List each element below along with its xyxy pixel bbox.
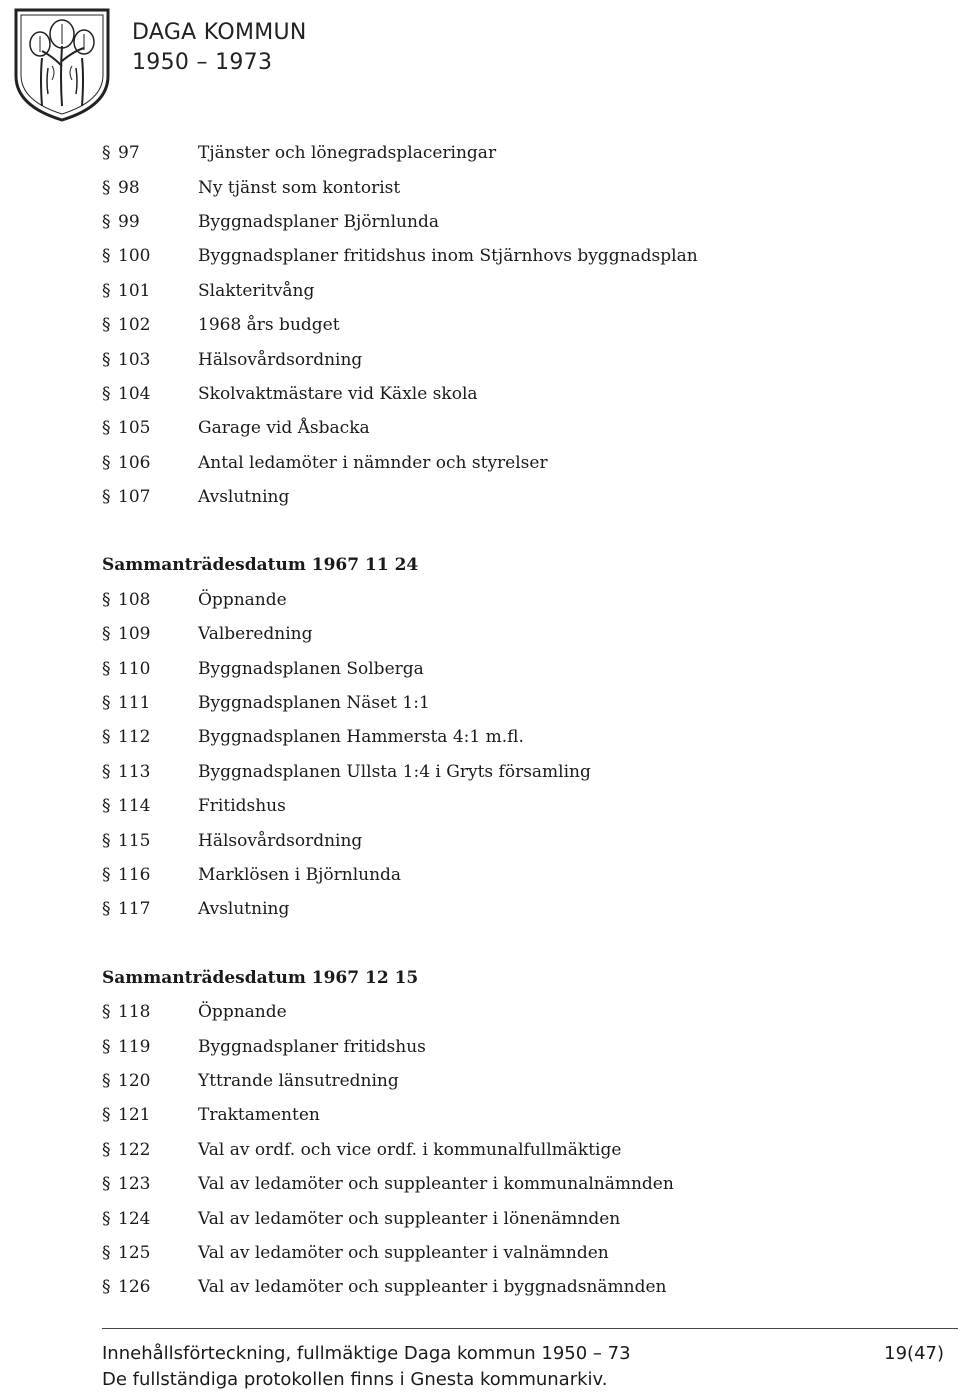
toc-entry — [102, 1270, 902, 1304]
paragraph-title: Tjänster och lönegradsplaceringar — [198, 143, 497, 164]
toc-entry — [102, 411, 902, 445]
paragraph-title: Hälsovårdsordning — [198, 349, 363, 370]
section-symbol: § — [102, 349, 111, 370]
paragraph-title: Avslutning — [198, 487, 290, 508]
paragraph-number: 112 — [118, 727, 151, 748]
paragraph-title: Öppnande — [198, 1002, 287, 1023]
paragraph-number: 115 — [118, 830, 151, 851]
toc-entry — [102, 1236, 902, 1270]
paragraph-number: 102 — [118, 315, 151, 336]
toc-entry — [102, 170, 902, 204]
section-symbol: § — [102, 727, 111, 748]
toc-entry — [102, 480, 902, 514]
section-symbol: § — [102, 624, 111, 645]
toc-entry — [102, 239, 902, 273]
paragraph-number: 118 — [118, 1002, 151, 1023]
paragraph-number: 117 — [118, 899, 151, 920]
paragraph-title: Valberedning — [198, 624, 313, 645]
toc-entry — [102, 342, 902, 376]
toc-entry — [102, 789, 902, 823]
section-symbol: § — [102, 1105, 111, 1126]
toc-entry — [102, 1133, 902, 1167]
toc-entry — [102, 1167, 902, 1201]
toc-entry — [102, 1064, 902, 1098]
section-symbol: § — [102, 280, 111, 301]
paragraph-number: 125 — [118, 1242, 151, 1263]
toc-entry — [102, 1201, 902, 1235]
toc-entry — [102, 446, 902, 480]
toc-entry — [102, 583, 902, 617]
paragraph-number: 111 — [118, 693, 151, 714]
section-symbol: § — [102, 1036, 111, 1057]
footer — [102, 1342, 944, 1366]
paragraph-title: Val av ledamöter och suppleanter i valnämnden — [198, 1242, 609, 1263]
paragraph-number: 121 — [118, 1105, 151, 1126]
section-symbol: § — [102, 211, 111, 232]
toc-entry — [102, 686, 902, 720]
paragraph-number: 107 — [118, 487, 151, 508]
paragraph-title: Antal ledamöter i nämnder och styrelser — [198, 452, 548, 473]
paragraph-number: 109 — [118, 624, 151, 645]
section-symbol: § — [102, 315, 111, 336]
paragraph-title: Byggnadsplanen Näset 1:1 — [198, 693, 430, 714]
paragraph-title: Marklösen i Björnlunda — [198, 865, 402, 885]
toc-entry — [102, 377, 902, 411]
meeting-date-heading: Sammanträdesdatum 1967 12 15 — [102, 967, 419, 988]
section-symbol: § — [102, 246, 111, 267]
section-symbol: § — [102, 1277, 111, 1298]
paragraph-title: Byggnadsplanen Solberga — [198, 658, 424, 679]
paragraph-title: Byggnadsplanen Hammersta 4:1 m.fl. — [198, 727, 524, 748]
paragraph-number: 99 — [118, 211, 140, 232]
paragraph-title: Val av ledamöter och suppleanter i byggnadsnämnden — [198, 1277, 667, 1298]
section-symbol: § — [102, 487, 111, 508]
paragraph-title: Byggnadsplaner fritidshus — [198, 1036, 426, 1057]
toc-entry — [102, 823, 902, 857]
paragraph-number: 106 — [118, 452, 151, 473]
page-number: 19(47) — [884, 1343, 944, 1364]
section-symbol: § — [102, 1174, 111, 1195]
footer-note: De fullständiga protokollen finns i Gnesta kommunarkiv. — [102, 1369, 608, 1390]
meeting-date-heading: Sammanträdesdatum 1967 11 24 — [102, 555, 419, 576]
section-symbol: § — [102, 418, 111, 439]
section-spacer — [102, 927, 902, 961]
toc-entry — [102, 858, 902, 892]
section-symbol: § — [102, 589, 111, 610]
footer-divider — [102, 1328, 958, 1329]
section-symbol: § — [102, 796, 111, 817]
section-symbol: § — [102, 452, 111, 473]
coat-of-arms-icon — [12, 6, 112, 124]
paragraph-title: Byggnadsplaner Björnlunda — [198, 211, 439, 232]
toc-entry — [102, 755, 902, 789]
toc-entry — [102, 720, 902, 754]
toc-entry — [102, 308, 902, 342]
paragraph-number: 114 — [118, 796, 151, 817]
toc-entry — [102, 136, 902, 170]
section-symbol: § — [102, 658, 111, 679]
section-symbol: § — [102, 899, 111, 920]
paragraph-number: 98 — [118, 177, 140, 198]
paragraph-title: Byggnadsplanen Ullsta 1:4 i Gryts församling — [198, 761, 591, 782]
paragraph-title: Öppnande — [198, 589, 287, 610]
section-symbol: § — [102, 761, 111, 782]
table-of-contents — [102, 136, 902, 1305]
section-symbol: § — [102, 1070, 111, 1091]
paragraph-number: 120 — [118, 1070, 151, 1091]
paragraph-number: 119 — [118, 1036, 151, 1057]
paragraph-title: Yttrande länsutredning — [198, 1070, 399, 1091]
paragraph-number: 103 — [118, 349, 151, 370]
paragraph-number: 105 — [118, 418, 151, 439]
section-symbol: § — [102, 177, 111, 198]
paragraph-title: Garage vid Åsbacka — [198, 418, 370, 439]
footer-title: Innehållsförteckning, fullmäktige Daga kommun 1950 – 73 — [102, 1343, 631, 1364]
paragraph-number: 104 — [118, 383, 151, 404]
paragraph-title: Ny tjänst som kontorist — [198, 177, 401, 198]
toc-entry — [102, 617, 902, 651]
municipality-title: DAGA KOMMUN — [132, 20, 307, 45]
paragraph-number: 100 — [118, 246, 151, 267]
period-years: 1950 – 1973 — [132, 50, 273, 75]
paragraph-title: Avslutning — [198, 899, 290, 920]
paragraph-title: Val av ledamöter och suppleanter i lönenämnden — [198, 1208, 621, 1229]
paragraph-number: 124 — [118, 1208, 151, 1229]
paragraph-title: Traktamenten — [198, 1105, 320, 1126]
paragraph-title: 1968 års budget — [198, 315, 340, 336]
paragraph-number: 101 — [118, 280, 151, 301]
paragraph-title: Val av ordf. och vice ordf. i kommunalfullmäktige — [198, 1139, 622, 1160]
paragraph-number: 116 — [118, 865, 151, 885]
paragraph-number: 97 — [118, 143, 140, 164]
toc-entry — [102, 995, 902, 1029]
section-symbol: § — [102, 1208, 111, 1229]
section-symbol: § — [102, 1242, 111, 1263]
toc-entry — [102, 274, 902, 308]
toc-entry — [102, 1098, 902, 1132]
section-symbol: § — [102, 830, 111, 851]
toc-entry — [102, 205, 902, 239]
section-symbol: § — [102, 693, 111, 714]
section-symbol: § — [102, 143, 111, 164]
paragraph-number: 123 — [118, 1174, 151, 1195]
paragraph-title: Slakteritvång — [198, 280, 315, 301]
paragraph-title: Fritidshus — [198, 796, 286, 817]
paragraph-title: Val av ledamöter och suppleanter i kommunalnämnden — [198, 1174, 674, 1195]
section-symbol: § — [102, 1002, 111, 1023]
paragraph-number: 126 — [118, 1277, 151, 1298]
paragraph-title: Byggnadsplaner fritidshus inom Stjärnhovs byggnadsplan — [198, 246, 698, 267]
paragraph-title: Skolvaktmästare vid Käxle skola — [198, 383, 478, 404]
paragraph-number: 110 — [118, 658, 151, 679]
paragraph-number: 108 — [118, 589, 151, 610]
toc-entry — [102, 892, 902, 926]
paragraph-number: 122 — [118, 1139, 151, 1160]
section-symbol: § — [102, 383, 111, 404]
paragraph-title: Hälsovårdsordning — [198, 830, 363, 851]
toc-entry — [102, 651, 902, 685]
section-symbol: § — [102, 865, 111, 885]
section-spacer — [102, 514, 902, 548]
paragraph-number: 113 — [118, 761, 151, 782]
toc-entry — [102, 1029, 902, 1063]
section-symbol: § — [102, 1139, 111, 1160]
